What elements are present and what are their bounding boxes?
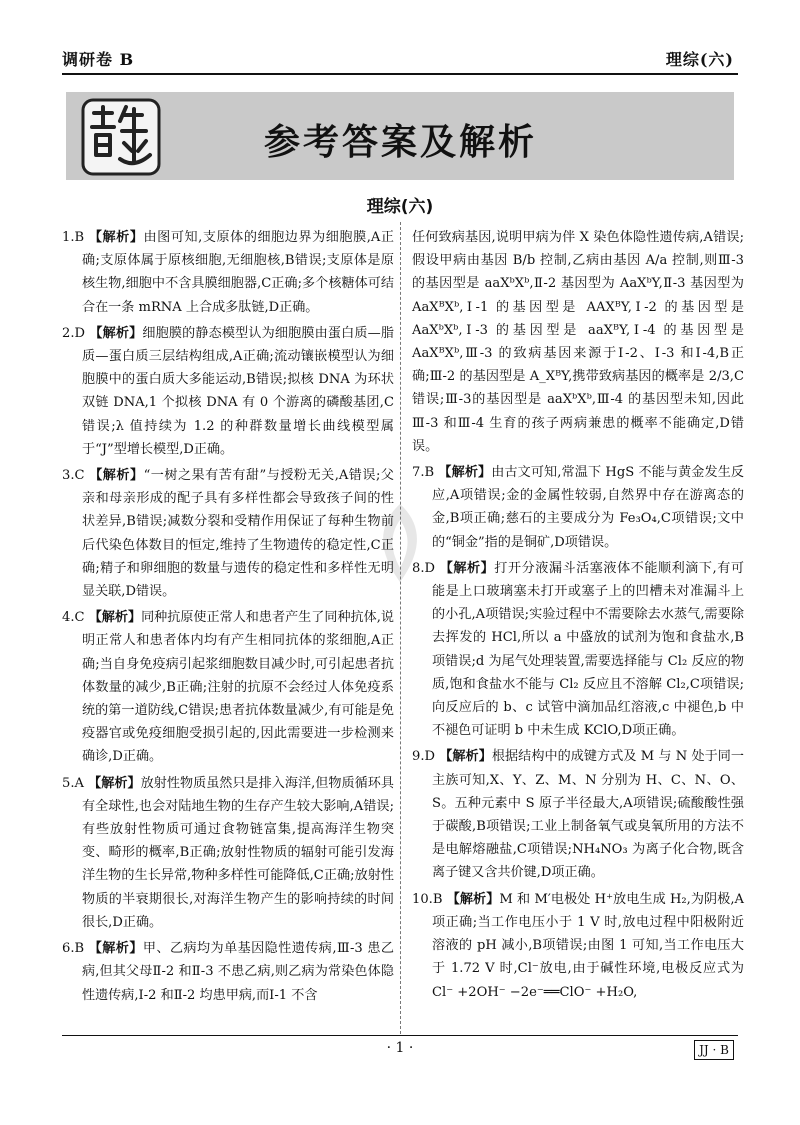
column-divider (400, 222, 401, 1034)
footer-divider (62, 1035, 738, 1036)
analysis-tag: 【解析】 (89, 325, 143, 341)
answer-text: “一树之果有苦有甜”与授粉无关,A错误;父亲和母亲形成的配子具有多样性都会导致孩子间的性状差异,B错误;减数分裂和受精作用保证了每种生物前后代染色体数目的恒定,维持了生物遗传的稳定性,C正确;精子和卵细胞的数量与遗传的稳定性和多样性无明显关联,D错误。 (82, 468, 395, 600)
header-subject-label: 理综(六) (665, 50, 734, 69)
answer-text: 由图可知,支原体的细胞边界为细胞膜,A正确;支原体属于原核细胞,无细胞核,B错误;支原体是原核生物,细胞中不含具膜细胞器,C正确;多个核糖体可结合在一条 mRNA 上合成多肽链,D正确。 (82, 230, 395, 315)
answer-item (412, 461, 744, 554)
analysis-tag: 【解析】 (439, 560, 495, 576)
answer-continuation: 任何致病基因,说明甲病为伴 X 染色体隐性遗传病,A错误;假设甲病由基因 B/b 控制,乙病由基因 A/a 控制,则Ⅲ-3 的基因型是 aaXᵇXᵇ,Ⅱ-2 基因型为 AaXᵇY,Ⅱ-3 基因型为 AaXᴮXᵇ,Ⅰ-1 的基因型是 AAXᴮY,Ⅰ-2 的基因型是 AaXᵇXᵇ,Ⅰ-3 的基因型是 aaXᴮY,Ⅰ-4 的基因型是 AaXᴮXᵇ,Ⅲ-3 的致病基因来源于Ⅰ-2、Ⅰ-3 和Ⅰ-4,B正确;Ⅲ-2 的基因型是 A_XᴮY,携带致病基因的概率是 2/3,C错误;Ⅲ-3的基因型是 aaXᵇXᵇ,Ⅲ-4 的基因型未知,因此Ⅲ-3 和Ⅲ-4 生育的孩子两病兼患的概率不能确定,D错误。 (412, 230, 744, 454)
answer-text: 放射性物质虽然只是排入海洋,但物质循环具有全球性,也会对陆地生物的生存产生较大影响,A错误;有些放射性物质可通过食物链富集,提高海洋生物突变、畸形的概率,B正确;放射性物质的辐射可能引发海洋生物的生长异常,物种多样性可能降低,C正确;放射性物质的半衰期很长,对海洋生物产生的影响持续的时间很长,D正确。 (82, 775, 394, 930)
analysis-tag: 【解析】 (439, 749, 492, 765)
answer-number: 8.D (412, 560, 435, 576)
answer-number: 4.C (62, 610, 85, 626)
page-title: 参考答案及解析 (264, 122, 538, 163)
answer-number: 1.B (62, 230, 85, 245)
page-number: · 1 · (386, 1040, 414, 1056)
analysis-tag: 【解析】 (88, 610, 142, 626)
answer-number: 9.D (412, 749, 435, 765)
left-column (62, 226, 394, 1010)
header-divider (62, 73, 738, 75)
section-subtitle: 理综(六) (366, 197, 434, 217)
answer-item (412, 557, 744, 743)
answer-text: 甲、乙病均为单基因隐性遗传病,Ⅲ-3 患乙病,但其父母Ⅱ-2 和Ⅱ-3 不患乙病,则乙病为常染色体隐性遗传病,Ⅰ-2 和Ⅱ-2 均患甲病,而Ⅰ-1 不含 (82, 941, 394, 1003)
analysis-tag: 【解析】 (88, 775, 141, 791)
answer-number: 6.B (62, 941, 85, 957)
answer-text: 由古文可知,常温下 HgS 不能与黄金发生反应,A项错误;金的金属性较弱,自然界中存在游离态的金,B项正确;慈石的主要成分为 Fe₃O₄,C项错误;文中的“铜金”指的是铜矿,D项错误。 (432, 465, 744, 550)
answer-text: 同种抗原使正常人和患者产生了同种抗体,说明正常人和患者体内均有产生相同抗体的浆细胞,A正确;当自身免疫病引起浆细胞数目减少时,可引起患者抗体数量的减少,B正确;注射的抗原不会经过人体免疫系统的第一道防线,C错误;患者抗体数量减少,有可能是免疫器官或免疫细胞受损引起的,因此需要进一步检测来确诊,D正确。 (82, 610, 395, 765)
answer-item (62, 772, 394, 934)
answer-item (412, 888, 744, 1004)
analysis-tag: 【解析】 (88, 941, 143, 957)
paper-code-badge: JJ · B (694, 1040, 734, 1060)
answer-number: 3.C (62, 468, 85, 484)
answer-number: 7.B (412, 465, 435, 481)
answer-text: 细胞膜的静态模型认为细胞膜由蛋白质—脂质—蛋白质三层结构组成,A正确;流动镶嵌模型认为细胞膜中的蛋白质大多能运动,B错误;拟核 DNA 为环状双链 DNA,1 个拟核 DNA 有 0 个游离的磷酸基团,C错误;λ 值持续为 1.2 的种群数量增长曲线模型属于“J”型增长模型,D正确。 (82, 325, 394, 457)
answer-item (62, 464, 394, 603)
answer-item (62, 606, 394, 768)
answer-number: 10.B (412, 891, 443, 907)
answer-item (62, 226, 394, 319)
answer-text: 根据结构中的成键方式及 M 与 N 处于同一主族可知,X、Y、Z、M、N 分别为 H、C、N、O、S。五种元素中 S 原子半径最大,A项错误;硫酸酸性强于碳酸,B项错误;工业上制备氧气或臭氧所用的方法不是电解熔融盐,C项错误;NH₄NO₃ 为离子化合物,既含离子键又含共价键,D项正确。 (432, 749, 745, 881)
right-column (412, 226, 744, 1007)
seal-logo-icon (80, 97, 162, 177)
answer-text: M 和 M′电极处 H⁺放电生成 H₂,为阴极,A项正确;当工作电压小于 1 V 时,放电过程中阳极附近溶液的 pH 减小,B项错误;由图 1 可知,当工作电压大于 1.72 V 时,Cl⁻放电,由于碱性环境,电极反应式为 Cl⁻ +2OH⁻ −2e⁻══ClO⁻ +H₂O, (432, 891, 745, 1000)
answer-number: 5.A (62, 775, 84, 791)
answer-item (62, 937, 394, 1007)
analysis-tag: 【解析】 (438, 465, 492, 481)
header-exam-label: 调研卷 B (62, 50, 135, 69)
answer-item (62, 322, 394, 461)
answer-number: 2.D (62, 325, 85, 341)
analysis-tag: 【解析】 (89, 468, 144, 484)
answer-text: 打开分液漏斗活塞液体不能顺利滴下,有可能是上口玻璃塞未打开或塞子上的凹槽未对准漏斗上的小孔,A项错误;实验过程中不需要除去水蒸气,需要除去挥发的 HCl,所以 a 中盛放的试剂为饱和食盐水,B项错误;d 为尾气处理装置,需要选择能与 Cl₂ 反应的物质,饱和食盐水不能与 Cl₂ 反应且不溶解 Cl₂,C项错误;向反应后的 b、c 试管中滴加品红溶液,c 中褪色,b 中不褪色可证明 b 中未生成 KClO,D项正确。 (432, 560, 745, 739)
analysis-tag: 【解析】 (88, 230, 144, 245)
answer-item (412, 745, 744, 884)
analysis-tag: 【解析】 (446, 891, 500, 907)
